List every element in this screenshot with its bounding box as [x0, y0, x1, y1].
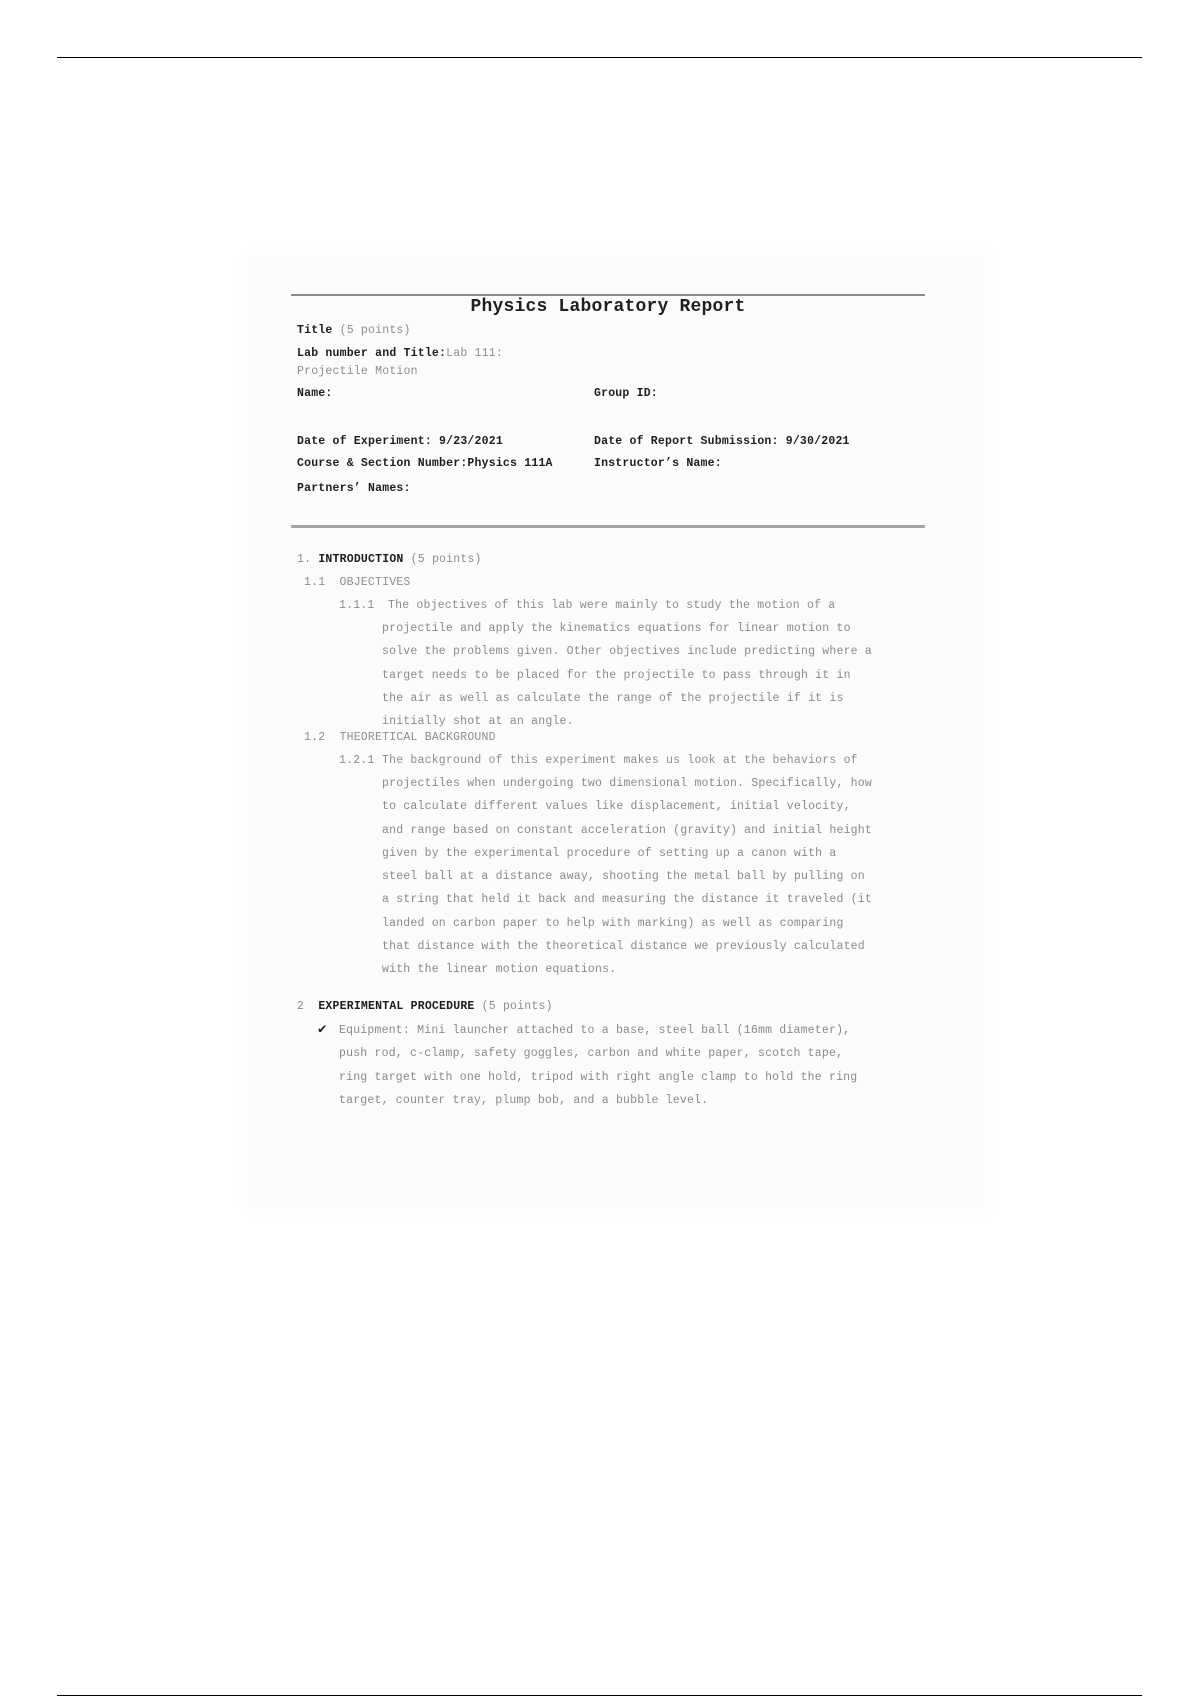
procedure-number: 2 [297, 1000, 305, 1013]
theory-text-first: The background of this experiment makes us look at the behaviors of [382, 754, 858, 767]
title-points: (5 points) [339, 324, 411, 337]
intro-heading [297, 553, 482, 566]
objectives-text: projectile and apply the kinematics equations for linear motion to solve the problems given. Other objectives include predicting where a target needs to be placed for the projectile to pass through it in the air as well as calculate the range of the projectile if it is initially shot at an angle. [382, 622, 872, 729]
equipment-text: Equipment: Mini launcher attached to a base, steel ball (16mm diameter), push rod, c-clamp, safety goggles, carbon and white paper, scotch tape, ring target with one hold, tripod with right angle clamp to hold the ring target, counter tray, plump bob, and a bubble level. [339, 1024, 858, 1107]
theory-text: projectiles when undergoing two dimensional motion. Specifically, how to calculate different values like displacement, initial velocity, and range based on constant acceleration (gravity) and initial height given by the experimental procedure of setting up a canon with a steel ball at a distance away, shooting the metal ball by pulling on a string that held it back and measuring the distance it traveled (it landed on carbon paper to help with marking) as well as comparing that distance with the theoretical distance we previously calculated with the linear motion equations. [382, 777, 872, 977]
check-mark-icon: ✔ [318, 1022, 327, 1038]
intro-points: (5 points) [410, 553, 482, 566]
header-top-rule [291, 294, 925, 296]
intro-number: 1. [297, 553, 312, 566]
procedure-title: EXPERIMENTAL PROCEDURE [318, 1000, 475, 1013]
theory-number: 1.2.1 [339, 754, 375, 767]
intro-title: INTRODUCTION [318, 553, 404, 566]
title-line [297, 324, 411, 337]
lab-value-2: Projectile Motion [297, 365, 418, 378]
objectives-text-first: The objectives of this lab were mainly to study the motion of a [388, 599, 836, 612]
header-bottom-rule [291, 525, 925, 528]
objectives-number: 1.1.1 [339, 599, 375, 612]
instructor-label: Instructor’s Name: [594, 457, 722, 470]
report-title: Physics Laboratory Report [470, 297, 746, 317]
page-top-rule [57, 57, 1142, 58]
title-label: Title [297, 324, 333, 337]
group-label: Group ID: [594, 387, 658, 400]
name-label: Name: [297, 387, 333, 400]
objectives-heading: 1.1 OBJECTIVES [304, 576, 411, 589]
document-scan [255, 262, 978, 1202]
date-submission: Date of Report Submission: 9/30/2021 [594, 435, 850, 448]
lab-value-1: Lab 111: [446, 347, 503, 360]
lab-label: Lab number and Title: [297, 347, 447, 360]
theory-heading: 1.2 THEORETICAL BACKGROUND [304, 731, 496, 744]
procedure-heading [297, 1000, 553, 1013]
lab-line [297, 347, 503, 360]
partners-label: Partners’ Names: [297, 482, 411, 495]
procedure-points: (5 points) [481, 1000, 553, 1013]
date-experiment: Date of Experiment: 9/23/2021 [297, 435, 503, 448]
course-label: Course & Section Number:Physics 111A [297, 457, 553, 470]
page-bottom-rule [57, 1695, 1142, 1696]
